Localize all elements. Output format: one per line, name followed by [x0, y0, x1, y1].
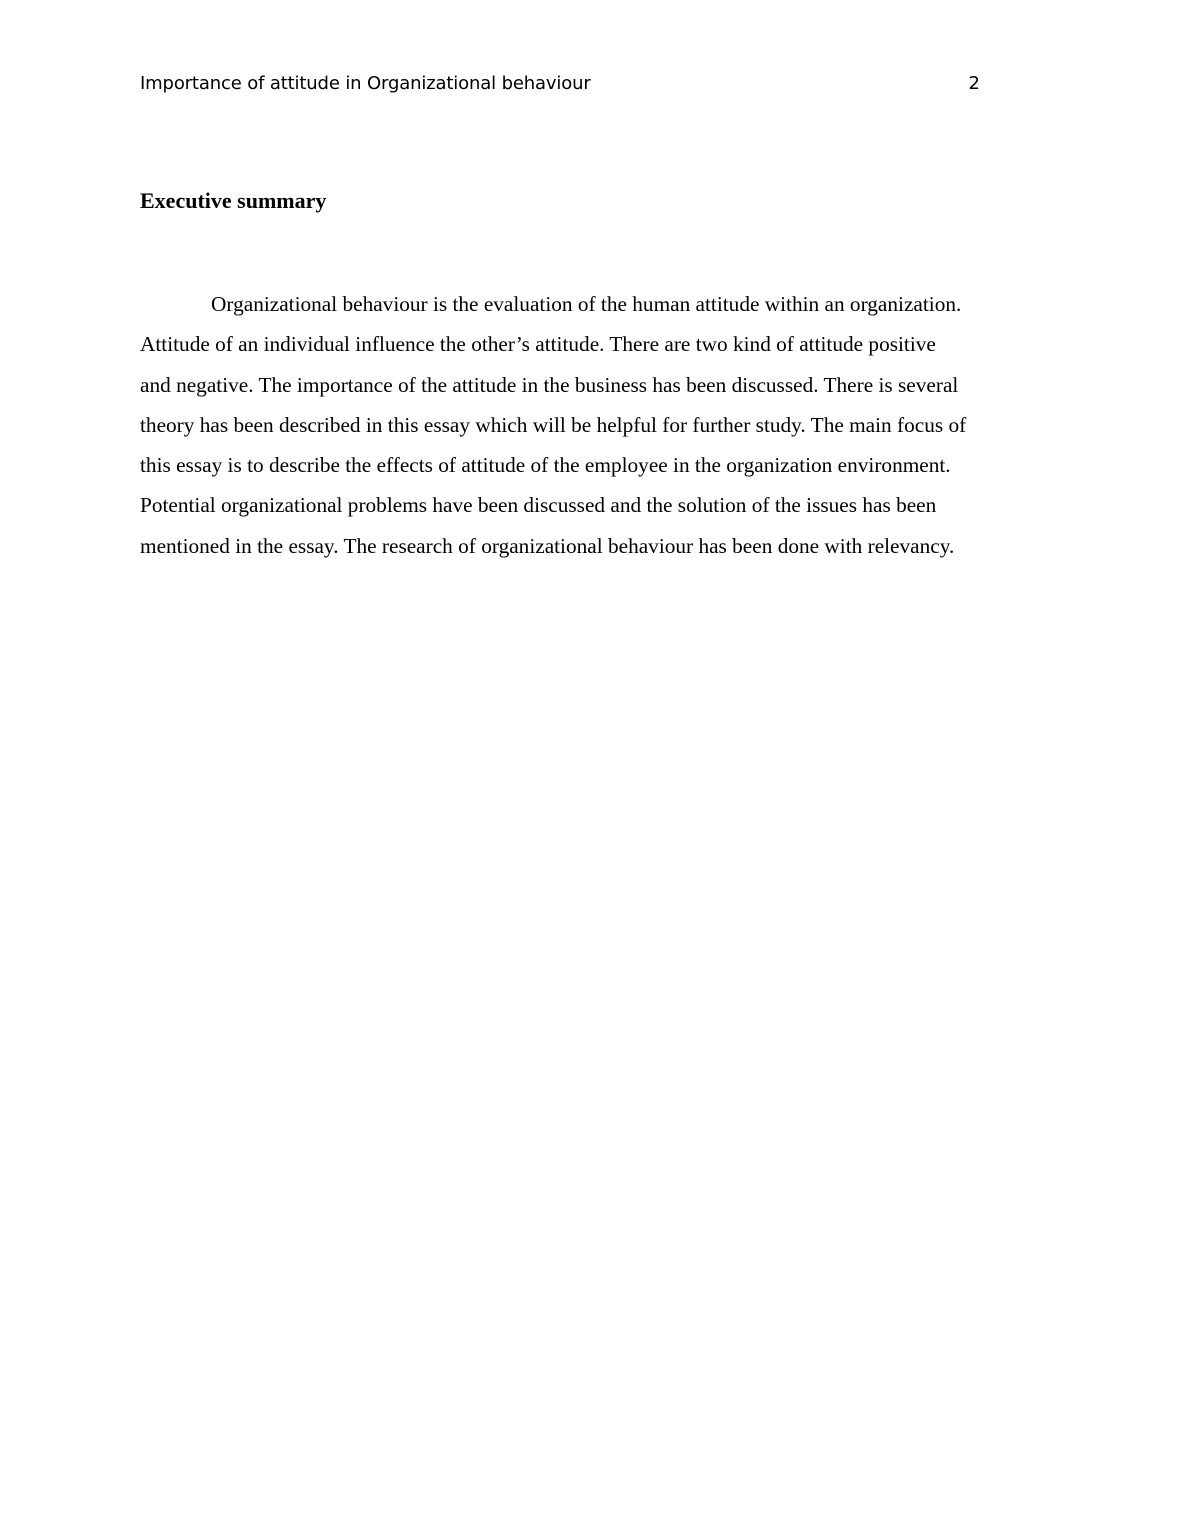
paragraph-line: Attitude of an individual influence the other’s attitude. There are two kind of attitude positive: [140, 332, 936, 357]
header-title: Importance of attitude in Organizational behaviour: [140, 73, 591, 94]
paragraph-line: and negative. The importance of the attitude in the business has been discussed. There is several: [140, 372, 959, 397]
paragraph-line: this essay is to describe the effects of attitude of the employee in the organization environment.: [140, 453, 951, 478]
paragraph-line: mentioned in the essay. The research of organizational behaviour has been done with relevancy.: [140, 533, 955, 558]
paragraph-line: theory has been described in this essay which will be helpful for further study. The main focus of: [140, 412, 967, 437]
paragraph-line: Organizational behaviour is the evaluation of the human attitude within an organization.: [211, 292, 962, 316]
executive-summary-paragraph: [140, 284, 1060, 566]
page-number: 2: [968, 73, 980, 94]
running-header: [140, 71, 980, 97]
paragraph-line: Potential organizational problems have been discussed and the solution of the issues has been: [140, 493, 937, 518]
section-heading: Executive summary: [140, 188, 327, 213]
